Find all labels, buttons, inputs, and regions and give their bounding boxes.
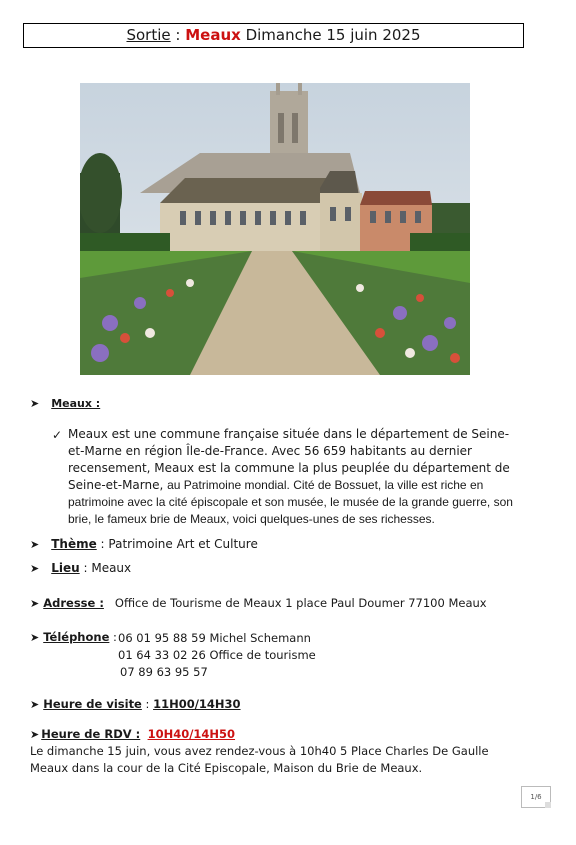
visite-value: 11H00/14H30	[153, 697, 241, 711]
telephone-list	[118, 630, 316, 681]
page-number: 1/6	[521, 786, 551, 808]
adresse-row	[30, 596, 487, 610]
rdv-value: 10H40/14H50	[147, 727, 236, 741]
meaux-desc-part2: au Patrimoine mondial. Cité de Bossuet, la ville est riche en patrimoine avec la cité épiscopale et son musée, le musée de la grande guerre, son brie, le fameux brie de Meaux, voici quelques-unes de ses richesses.	[68, 478, 513, 526]
page-title-box	[23, 23, 524, 48]
title-city: Meaux	[185, 26, 241, 44]
rdv-label: Heure de RDV :	[41, 727, 141, 741]
telephone-line: 01 64 33 02 26 Office de tourisme	[118, 648, 316, 662]
telephone-line: 07 89 63 95 57	[120, 665, 208, 679]
telephone-line: 06 01 95 88 59 Michel Schemann	[118, 631, 311, 645]
lieu-label: Lieu	[51, 561, 80, 575]
arrow-bullet-icon: ➤	[30, 597, 40, 610]
arrow-bullet-icon: ➤	[30, 538, 40, 551]
theme-row	[30, 537, 258, 551]
arrow-bullet-icon: ➤	[30, 728, 40, 741]
lieu-row	[30, 561, 131, 575]
title-sep: :	[170, 26, 186, 44]
lieu-value: : Meaux	[79, 561, 132, 575]
check-icon: ✓	[52, 428, 63, 442]
rdv-row	[30, 727, 235, 741]
meaux-photo	[80, 83, 470, 375]
arrow-bullet-icon: ➤	[30, 698, 40, 711]
telephone-row: ➤ Téléphone :	[30, 630, 117, 644]
visite-label: Heure de visite	[43, 697, 142, 711]
meaux-desc-part1: Meaux est une commune française située dans le département de Seine-et-Marne en région Île-de-France. Avec 56 659 habitants au dernier recensement, Meaux est la commune la plus peuplée du département de Seine-et-Marne,	[68, 427, 510, 492]
rdv-text: Le dimanche 15 juin, vous avez rendez-vous à 10h40 5 Place Charles De Gaulle Meaux dans la cour de la Cité Episcopale, Maison du Brie de Meaux.	[30, 744, 489, 775]
theme-label: Thème	[51, 537, 97, 551]
adresse-label: Adresse :	[43, 596, 104, 610]
telephone-label: Téléphone	[43, 630, 110, 644]
title-sortie: Sortie	[126, 26, 171, 44]
meaux-description	[68, 426, 523, 528]
title-date: Dimanche 15 juin 2025	[240, 26, 421, 44]
arrow-bullet-icon: ➤	[30, 397, 40, 410]
arrow-bullet-icon: ➤	[30, 631, 40, 644]
adresse-value: Office de Tourisme de Meaux 1 place Paul Doumer 77100 Meaux	[114, 596, 487, 610]
theme-value: : Patrimoine Art et Culture	[96, 537, 258, 551]
meaux-label: Meaux :	[51, 397, 101, 410]
meaux-heading	[30, 396, 100, 410]
visite-row: ➤ Heure de visite : 11H00/14H30	[30, 697, 241, 711]
arrow-bullet-icon: ➤	[30, 562, 40, 575]
